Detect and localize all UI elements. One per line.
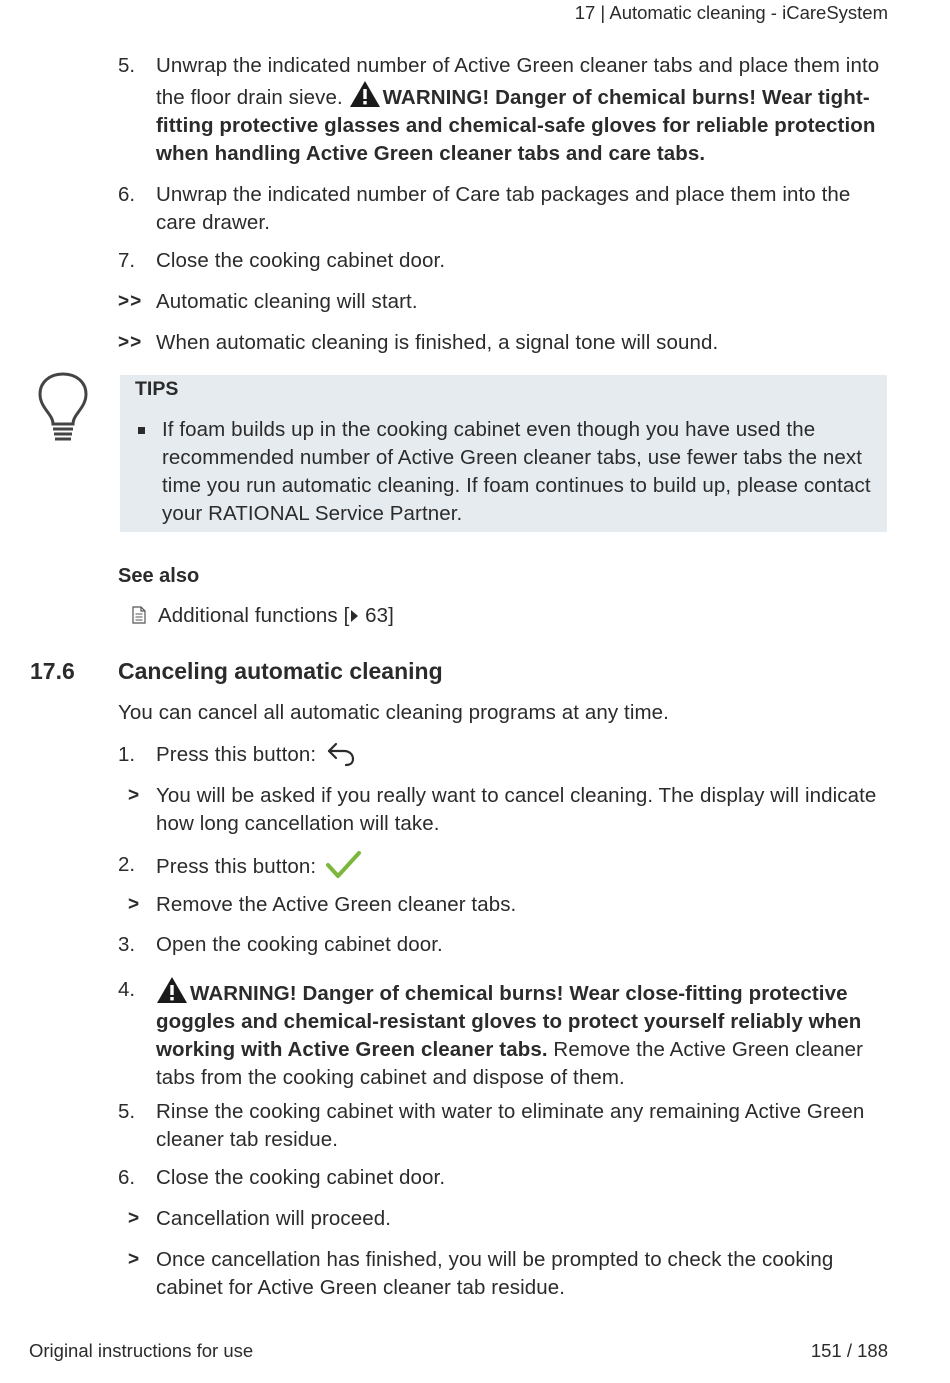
section-title: Canceling automatic cleaning: [118, 658, 443, 684]
step-text: Close the cooking cabinet door.: [156, 249, 446, 272]
step-text: Unwrap the indicated number of Care tab packages and place them into the care drawer.: [156, 183, 851, 234]
warning-text: WARNING! Danger of chemical burns! Wear tight-fitting protective glasses and chemical-safe gloves for reliable protection when handling Active Green cleaner tabs and care tabs.: [156, 86, 876, 165]
result-text: Automatic cleaning will start.: [156, 290, 418, 313]
step-number: 5.: [118, 1100, 136, 1123]
back-arrow-icon: [326, 741, 356, 767]
step-number: 7.: [118, 249, 136, 272]
step-text: Open the cooking cabinet door.: [156, 933, 443, 956]
lightbulb-icon: [36, 372, 90, 444]
step-number: 3.: [118, 933, 136, 956]
result-marker: >: [128, 1249, 141, 1270]
step-text: [156, 52, 880, 168]
see-also-heading: See also: [118, 565, 200, 587]
result-marker: >: [128, 1208, 141, 1229]
warning-icon: [349, 80, 381, 108]
step-number: 4.: [118, 978, 136, 1001]
step-number: 6.: [118, 183, 136, 206]
page-header: 17 | Automatic cleaning - iCareSystem: [574, 2, 888, 23]
step-number: 2.: [118, 853, 136, 876]
checkmark-icon: [326, 851, 362, 879]
link-text: Additional functions [: [158, 604, 350, 627]
section-number: 17.6: [30, 658, 75, 684]
step-text: [156, 741, 880, 769]
result-marker: >>: [118, 291, 143, 312]
step-number: 6.: [118, 1166, 136, 1189]
result-text: You will be asked if you really want to cancel cleaning. The display will indicate how long cancellation will take.: [156, 784, 877, 835]
section-intro: You can cancel all automatic cleaning programs at any time.: [118, 701, 669, 724]
step-text: [156, 851, 880, 881]
step-4-text: Remove the Active Green cleaner tabs from the cooking cabinet and dispose of them.: [156, 1038, 864, 1089]
see-also-link[interactable]: [158, 602, 394, 630]
step-number: 1.: [118, 743, 136, 766]
document-icon: [132, 606, 146, 624]
result-text: When automatic cleaning is finished, a signal tone will sound.: [156, 331, 719, 354]
link-page: 63]: [359, 604, 394, 627]
result-text: Once cancellation has finished, you will be prompted to check the cooking cabinet for Active Green cleaner tab residue.: [156, 1248, 834, 1299]
tips-title: TIPS: [135, 378, 179, 400]
play-arrow-icon: [349, 609, 359, 623]
result-text: Remove the Active Green cleaner tabs.: [156, 893, 517, 916]
step-text: [156, 976, 880, 1092]
step-text: Rinse the cooking cabinet with water to eliminate any remaining Active Green cleaner tab residue.: [156, 1100, 865, 1151]
step-number: 5.: [118, 54, 136, 77]
warning-icon: [156, 976, 188, 1004]
bullet-icon: [138, 427, 145, 434]
step-5-text: Unwrap the indicated number of Active Green cleaner tabs and place them into the floor drain sieve.: [156, 54, 880, 109]
result-marker: >: [128, 894, 141, 915]
result-marker: >: [128, 785, 141, 806]
tips-text: If foam builds up in the cooking cabinet even though you have used the recommended number of Active Green cleaner tabs, use fewer tabs the next time you run automatic cleaning. If foam continues to build up, please contact your RATIONAL Service Partner.: [162, 418, 871, 525]
warning-text: WARNING! Danger of chemical burns! Wear close-fitting protective goggles and chemical-resistant gloves to protect yourself reliably when working with Active Green cleaner tabs.: [156, 982, 862, 1061]
result-text: Cancellation will proceed.: [156, 1207, 392, 1230]
step-1-text: Press this button:: [156, 743, 317, 766]
footer-left: Original instructions for use: [29, 1340, 254, 1361]
page-number: 151 / 188: [810, 1340, 888, 1361]
step-text: Close the cooking cabinet door.: [156, 1166, 446, 1189]
step-2-text: Press this button:: [156, 855, 317, 878]
result-marker: >>: [118, 332, 143, 353]
